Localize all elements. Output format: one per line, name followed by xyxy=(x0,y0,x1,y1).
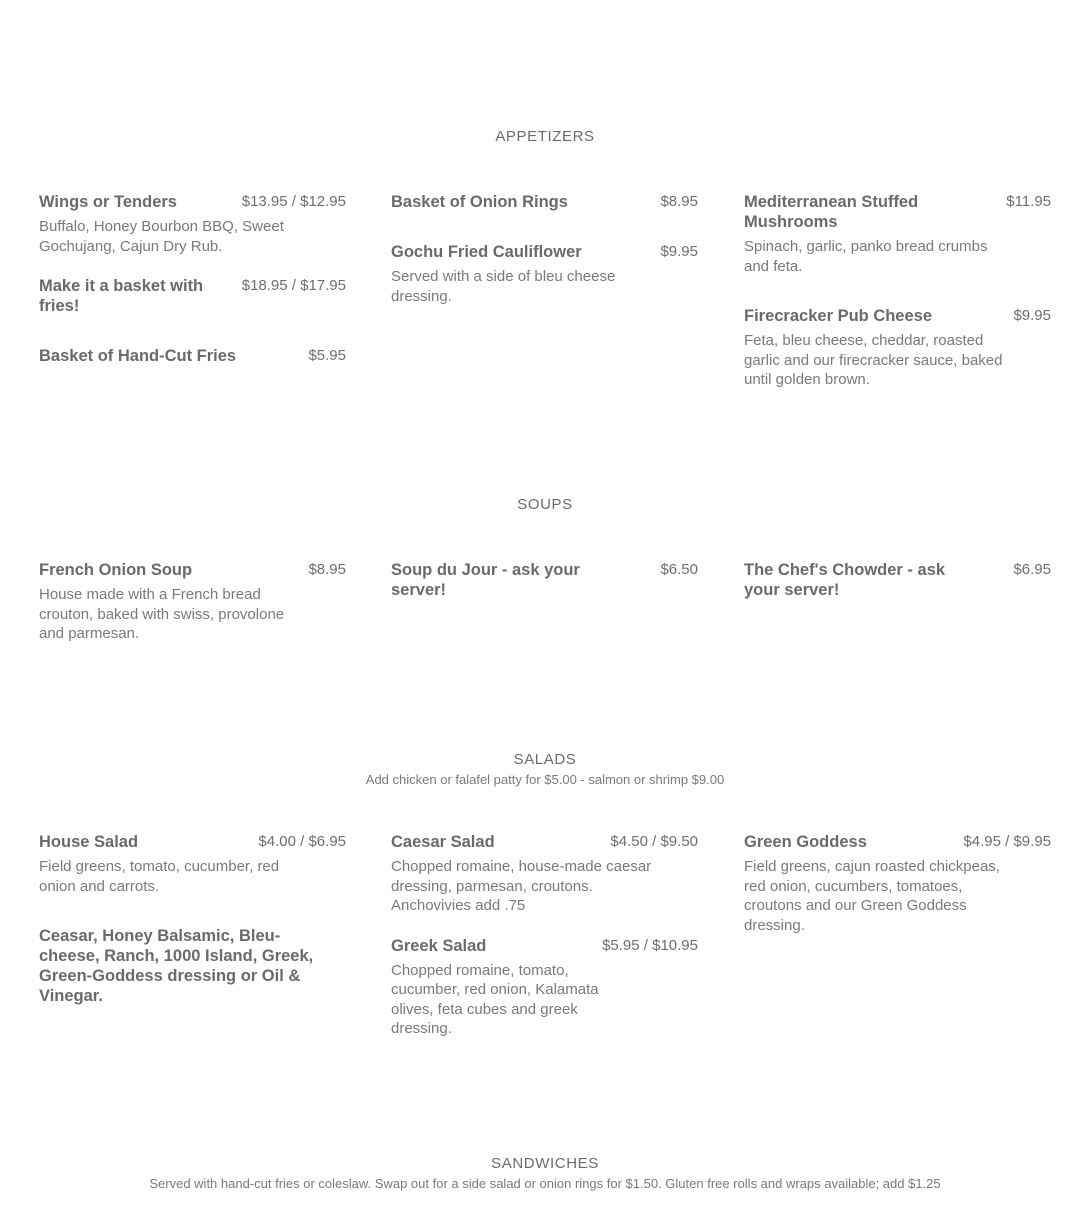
menu-item xyxy=(744,832,1051,935)
item-name: Mediterranean Stuffed Mushrooms xyxy=(744,193,919,231)
item-description: Field greens, tomato, cucumber, red onion and carrots. xyxy=(39,858,280,895)
item-description: House made with a French bread crouton, baked with swiss, provolone and parmesan. xyxy=(39,586,285,642)
appetizers-column-1 xyxy=(39,192,346,386)
item-price: $8.95 xyxy=(308,561,346,578)
item-name: Firecracker Pub Cheese xyxy=(744,307,933,325)
menu-item xyxy=(744,560,1051,600)
soups-heading: SOUPS xyxy=(517,496,573,513)
menu-item xyxy=(39,192,346,256)
item-name: Caesar Salad xyxy=(391,833,495,851)
item-price: $4.95 / $9.95 xyxy=(963,833,1051,850)
menu-item xyxy=(391,832,698,916)
item-description: Spinach, garlic, panko bread crumbs and feta. xyxy=(744,238,988,275)
menu-item xyxy=(39,926,346,1006)
salads-heading: SALADS xyxy=(513,751,577,768)
menu-item xyxy=(391,936,698,1039)
item-description: Chopped romaine, house-made caesar dressing, parmesan, croutons. Anchovivies add .75 xyxy=(391,858,652,914)
item-name: Basket of Onion Rings xyxy=(391,193,568,211)
salads-column-3 xyxy=(744,832,1051,955)
item-description: Served with a side of bleu cheese dressing. xyxy=(391,268,616,305)
item-price: $8.95 xyxy=(660,193,698,210)
item-price: $11.95 xyxy=(1006,193,1051,210)
salads-column-2 xyxy=(391,832,698,1059)
item-name: Basket of Hand-Cut Fries xyxy=(39,347,237,365)
soups-column-1 xyxy=(39,560,346,664)
item-name: Gochu Fried Cauliflower xyxy=(391,243,582,261)
sandwiches-heading: SANDWICHES xyxy=(491,1155,599,1172)
item-name: Green Goddess xyxy=(744,833,867,851)
item-name: Greek Salad xyxy=(391,936,487,955)
menu-item xyxy=(39,276,346,316)
soups-column-2 xyxy=(391,560,698,620)
item-price: $4.50 / $9.50 xyxy=(610,833,698,850)
item-description: Chopped romaine, tomato, cucumber, red onion, Kalamata olives, feta cubes and greek dressing. xyxy=(391,961,599,1037)
menu-item xyxy=(744,192,1051,276)
item-name: Make it a basket with fries! xyxy=(39,277,204,315)
item-description: Buffalo, Honey Bourbon BBQ, Sweet Gochujang, Cajun Dry Rub. xyxy=(39,218,284,255)
item-name: Soup du Jour - ask your server! xyxy=(391,561,580,599)
item-price: $18.95 / $17.95 xyxy=(241,277,346,294)
sandwiches-note: Served with hand-cut fries or coleslaw. Swap out for a side salad or onion rings for $1.50. Gluten free rolls and wraps available; add $1.25 xyxy=(149,1176,941,1191)
item-price: $5.95 xyxy=(308,347,346,364)
appetizers-column-2 xyxy=(391,192,698,326)
item-price: $6.95 xyxy=(1013,561,1051,578)
salads-column-1 xyxy=(39,832,346,1026)
salads-note: Add chicken or falafel patty for $5.00 - salmon or shrimp $9.00 xyxy=(365,772,725,787)
menu-item xyxy=(39,560,346,644)
item-price: $9.95 xyxy=(660,243,698,260)
item-description: Field greens, cajun roasted chickpeas, red onion, cucumbers, tomatoes, croutons and our Green Goddess dressing. xyxy=(744,858,1000,934)
menu-item xyxy=(391,242,698,306)
item-name: House Salad xyxy=(39,833,139,851)
menu-item xyxy=(391,560,698,600)
soups-column-3 xyxy=(744,560,1051,620)
item-price: $13.95 / $12.95 xyxy=(241,193,346,210)
item-price: $5.95 / $10.95 xyxy=(602,936,698,954)
item-description: Feta, bleu cheese, cheddar, roasted garlic and our firecracker sauce, baked until golden brown. xyxy=(744,332,1003,388)
menu-item xyxy=(39,346,346,366)
item-name: French Onion Soup xyxy=(39,561,193,579)
item-price: $4.00 / $6.95 xyxy=(258,833,346,850)
menu-item xyxy=(744,306,1051,390)
item-name: Wings or Tenders xyxy=(39,193,177,211)
menu-item xyxy=(391,192,698,212)
appetizers-heading: APPETIZERS xyxy=(495,128,595,145)
appetizers-column-3 xyxy=(744,192,1051,410)
item-price: $6.50 xyxy=(660,561,698,578)
item-name: Ceasar, Honey Balsamic, Bleu-cheese, Ranch, 1000 Island, Greek, Green-Goddess dressing or Oil & Vinegar. xyxy=(39,927,314,1005)
menu-item xyxy=(39,832,346,896)
item-name: The Chef's Chowder - ask your server! xyxy=(744,561,946,599)
item-price: $9.95 xyxy=(1013,307,1051,324)
